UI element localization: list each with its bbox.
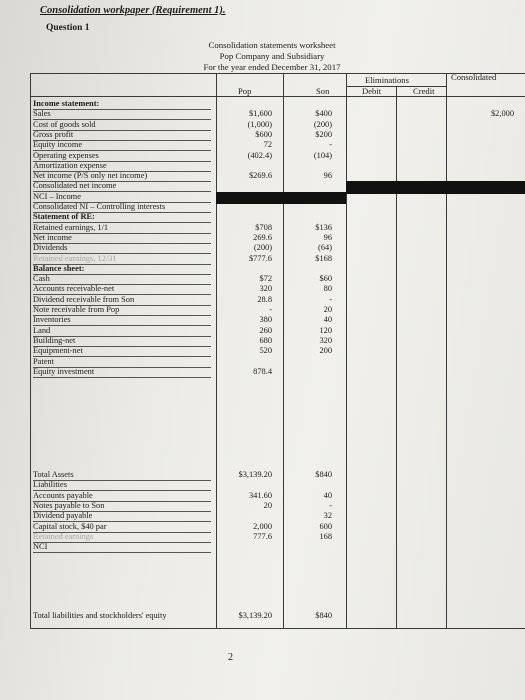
shaded-net-income — [346, 181, 525, 194]
row-label: Dividend payable — [33, 511, 93, 521]
son-value: - — [329, 500, 332, 510]
son-value: $168 — [315, 253, 332, 263]
row-label: Retained earnings, 12/31 — [33, 253, 117, 263]
frame-col-cons — [446, 73, 447, 628]
son-value: - — [329, 294, 332, 304]
pop-value: 680 — [259, 335, 272, 345]
row-label: Consolidated NI – Controlling interests — [33, 202, 166, 211]
son-value: 96 — [323, 232, 332, 242]
son-value: $400 — [315, 109, 332, 119]
row-label: Dividends — [33, 243, 68, 253]
frame-col-elim — [346, 73, 347, 628]
col-header-eliminations: Eliminations — [365, 75, 409, 85]
row-divider — [33, 542, 211, 543]
col-header-consolidated: Consolidated — [451, 72, 497, 82]
row-divider — [33, 325, 211, 326]
row-divider — [33, 274, 211, 275]
question-label: Question 1 — [46, 23, 90, 33]
period-heading: For the year ended December 31, 2017 — [203, 62, 341, 72]
col-header-pop: Pop — [238, 86, 252, 96]
row-label: Land — [33, 325, 51, 335]
row-label: Accounts receivable-net — [33, 284, 115, 294]
row-label: Sales — [33, 109, 51, 119]
row-label: Building-net — [33, 335, 76, 345]
son-value: - — [329, 140, 332, 150]
frame-col-credit — [396, 86, 397, 628]
pop-value: - — [269, 305, 272, 314]
row-label: Net income (P/S only net income) — [33, 171, 148, 181]
son-value: 600 — [319, 521, 332, 531]
frame-col-son — [283, 73, 284, 628]
col-header-debit: Debit — [362, 86, 382, 96]
pop-value: 2,000 — [253, 521, 272, 531]
son-value: $60 — [319, 274, 332, 284]
row-label: Note receivable from Pop — [33, 305, 120, 314]
row-label: Notes payable to Son — [33, 500, 105, 510]
row-label: NCI – Income — [33, 191, 81, 201]
son-value: (200) — [313, 119, 332, 129]
total-liabilities-son: $840 — [315, 611, 332, 620]
col-header-son: Son — [316, 86, 330, 96]
frame-left — [30, 73, 31, 628]
son-value: (104) — [313, 150, 332, 160]
son-value: 80 — [323, 284, 332, 294]
pop-value: 28.8 — [257, 294, 272, 304]
shaded-consolidated-ni — [216, 192, 346, 204]
frame-header-bottom — [30, 96, 525, 97]
row-label: Equity income — [33, 140, 83, 150]
son-value: $840 — [315, 470, 332, 479]
company-heading: Pop Company and Subsidiary — [219, 51, 325, 61]
row-label: Inventories — [33, 315, 71, 325]
son-value: 168 — [319, 531, 332, 541]
row-label: NCI — [33, 542, 48, 552]
pop-value: $600 — [255, 129, 272, 139]
pop-value: (1,000) — [247, 119, 272, 129]
pop-value: 520 — [259, 346, 272, 356]
pop-value: 777.6 — [253, 531, 272, 541]
son-value: $200 — [315, 129, 332, 139]
row-label: Cost of goods sold — [33, 119, 96, 129]
consolidated-value: $2,000 — [490, 109, 514, 119]
row-divider — [33, 109, 211, 110]
son-value: $136 — [315, 222, 332, 232]
son-value: 120 — [319, 325, 332, 335]
row-label: Patent — [33, 356, 54, 366]
row-label: Amortization expense — [33, 160, 107, 170]
son-value: (64) — [318, 243, 332, 253]
pop-value: $777.6 — [248, 253, 272, 263]
row-label: Statement of RE: — [33, 212, 95, 222]
pop-value: (402.4) — [247, 150, 272, 160]
row-label: Capital stock, $40 par — [33, 521, 107, 531]
page-number: 2 — [228, 652, 233, 663]
pop-value: 380 — [259, 315, 272, 325]
row-label: Cash — [33, 274, 50, 284]
row-label: Balance sheet: — [33, 263, 85, 273]
total-liabilities-label: Total liabilities and stockholders' equity — [33, 611, 167, 620]
frame-bottom — [30, 628, 525, 629]
pop-value: 72 — [263, 140, 272, 150]
row-divider — [33, 356, 211, 357]
worksheet-heading: Consolidation statements worksheet — [208, 40, 336, 50]
pop-value: 260 — [259, 325, 272, 335]
row-label: Equipment-net — [33, 346, 83, 356]
pop-value: 320 — [259, 284, 272, 294]
son-value: 40 — [323, 490, 332, 500]
row-label: Income statement: — [33, 99, 100, 108]
row-label: Net income — [33, 232, 72, 242]
row-label: Equity investment — [33, 366, 95, 376]
pop-value: (200) — [253, 243, 272, 253]
pop-value: $1,600 — [248, 109, 272, 119]
son-value: 320 — [319, 335, 332, 345]
row-label: Dividend receivable from Son — [33, 294, 135, 304]
row-divider — [33, 552, 211, 553]
pop-value: 878.4 — [253, 366, 272, 376]
pop-value: 20 — [263, 500, 272, 510]
row-label: Operating expenses — [33, 150, 99, 160]
row-label: Total Assets — [33, 470, 74, 479]
row-label: Retained earnings, 1/1 — [33, 222, 109, 232]
son-value: 200 — [319, 346, 332, 356]
page-title: Consolidation workpaper (Requirement 1). — [40, 5, 226, 16]
pop-value: 341.60 — [248, 490, 272, 500]
row-label: Gross profit — [33, 129, 74, 139]
pop-value: 269.6 — [253, 232, 272, 242]
row-label: Liabilities — [33, 480, 67, 490]
pop-value: $269.6 — [248, 171, 272, 181]
son-value: 40 — [323, 315, 332, 325]
row-divider — [33, 377, 211, 378]
son-value: 96 — [323, 171, 332, 181]
row-label: Retained earnings — [33, 531, 94, 541]
pop-value: $708 — [255, 222, 272, 232]
son-value: 32 — [323, 511, 332, 521]
pop-value: $72 — [259, 274, 272, 284]
frame-col-pop — [216, 73, 217, 628]
col-header-credit: Credit — [413, 86, 435, 96]
pop-value: $3,139.20 — [238, 470, 272, 479]
row-label: Consolidated net income — [33, 181, 117, 191]
son-value: 20 — [323, 305, 332, 314]
total-liabilities-pop: $3,139.20 — [238, 611, 272, 620]
row-label: Accounts payable — [33, 490, 93, 500]
